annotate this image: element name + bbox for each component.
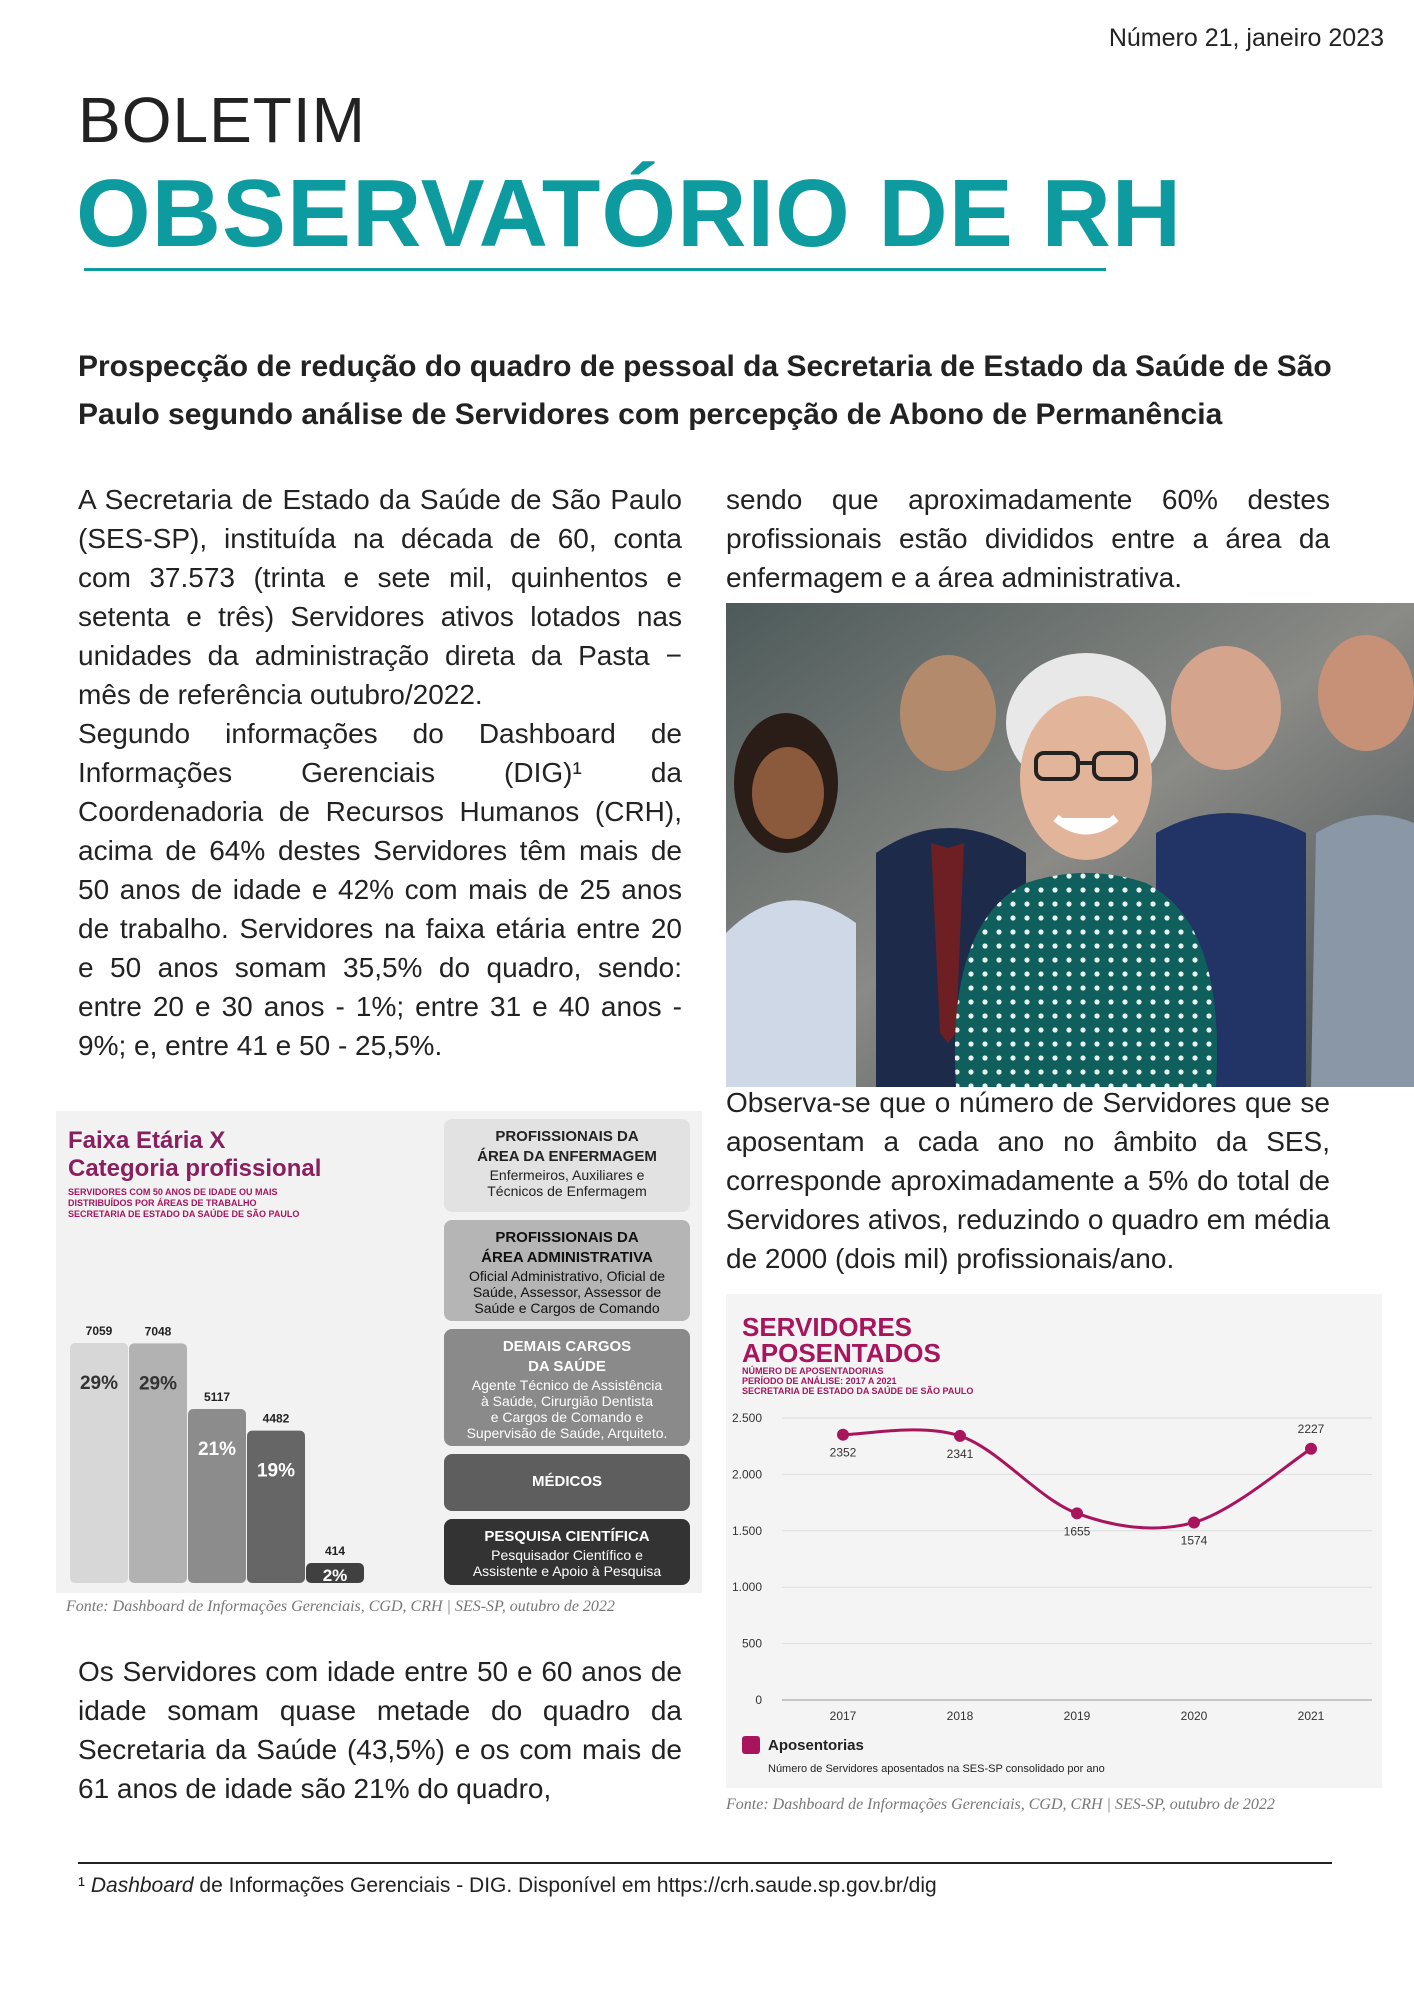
data-point — [837, 1429, 849, 1441]
kicker-title: BOLETIM — [78, 84, 366, 156]
retirements-line-chart — [726, 1294, 1382, 1788]
paragraph: sendo que aproximadamente 60% destes profissionais estão divididos entre a área da enfermagem e a área administrativa. — [726, 484, 1330, 593]
data-label: 1574 — [1180, 1533, 1208, 1548]
infographic-source: Fonte: Dashboard de Informações Gerenciais, CGD, CRH | SES-SP, outubro de 2022 — [66, 1598, 615, 1615]
chart-subtitle: SECRETARIA DE ESTADO DA SAÚDE DE SÃO PAULO — [742, 1386, 974, 1396]
panel-description: Oficial Administrativo, Oficial de — [468, 1268, 666, 1284]
x-tick-label: 2017 — [829, 1709, 857, 1723]
category-panel — [444, 1454, 690, 1511]
data-point — [954, 1430, 966, 1442]
panel-description: Supervisão de Saúde, Arquiteto. — [466, 1425, 668, 1441]
footnote-rule — [78, 1862, 1332, 1864]
panel-description: à Saúde, Cirurgião Dentista — [481, 1393, 653, 1409]
bar-value-label: 5117 — [203, 1390, 231, 1405]
data-point — [1188, 1516, 1200, 1528]
legend-swatch — [742, 1736, 760, 1754]
bar-value-label: 4482 — [262, 1411, 290, 1426]
category-panel — [444, 1329, 690, 1446]
bar-percent-label: 21% — [197, 1439, 237, 1461]
data-label: 2341 — [946, 1446, 974, 1461]
chart-subtitle: PERÍODO DE ANÁLISE: 2017 A 2021 — [742, 1376, 897, 1386]
chart-bar — [188, 1409, 246, 1583]
panel-heading: ÁREA DA ENFERMAGEM — [477, 1148, 657, 1165]
infographic-note-line: SECRETARIA DE ESTADO DA SAÚDE DE SÃO PAULO — [68, 1209, 300, 1219]
panel-heading: PROFISSIONAIS DA — [495, 1128, 639, 1145]
x-tick-label: 2021 — [1297, 1709, 1325, 1723]
x-tick-label: 2019 — [1063, 1709, 1091, 1723]
column-left-bottom — [78, 1652, 682, 1808]
infographic-note-line: DISTRIBUÍDOS POR ÁREAS DE TRABALHO — [68, 1198, 257, 1208]
panel-description: Assistente e Apoio à Pesquisa — [472, 1563, 662, 1579]
y-tick-label: 500 — [741, 1636, 762, 1651]
footnote-emphasis: Dashboard — [90, 1874, 194, 1897]
title-underline — [84, 268, 1106, 271]
panel-heading: ÁREA ADMINISTRATIVA — [481, 1249, 653, 1266]
infographic-note-line: SERVIDORES COM 50 ANOS DE IDADE OU MAIS — [68, 1187, 278, 1197]
chart-bar — [247, 1431, 305, 1583]
y-tick-label: 0 — [755, 1693, 762, 1707]
category-bar-chart — [56, 1111, 436, 1593]
bar-value-label: 7059 — [85, 1324, 113, 1338]
data-label: 1655 — [1063, 1524, 1091, 1539]
data-label: 2227 — [1297, 1421, 1325, 1436]
paragraph: Os Servidores com idade entre 50 e 60 anos de idade somam quase metade do quadro da Secretaria da Saúde (43,5%) e os com mais de 61 anos de idade são 21% do quadro, — [78, 1656, 682, 1804]
bar-value-label: 414 — [324, 1544, 346, 1558]
panel-description: Pesquisador Científico e — [491, 1547, 643, 1563]
panel-heading: PROFISSIONAIS DA — [495, 1229, 639, 1246]
panel-description: Enfermeiros, Auxiliares e — [489, 1167, 645, 1183]
team-photo-illustration — [726, 603, 1414, 1087]
panel-description: Saúde e Cargos de Comando — [474, 1300, 660, 1316]
paragraph: Observa-se que o número de Servidores que se aposentam a cada ano no âmbito da SES, corresponde aproximadamente a 5% do total de Servidores ativos, reduzindo o quadro em média de 2000 (dois mil) profissionais/ano. — [726, 1087, 1330, 1274]
category-panel — [444, 1220, 690, 1321]
panel-description: e Cargos de Comando e — [490, 1409, 644, 1425]
column-right-middle — [726, 1083, 1330, 1278]
issue-date: Número 21, janeiro 2023 — [1108, 24, 1384, 52]
panel-description: Saúde, Assessor, Assessor de — [472, 1284, 662, 1300]
data-label: 2352 — [829, 1445, 857, 1460]
footnote-text: de Informações Gerenciais - DIG. Disponível em https://crh.saude.sp.gov.br/dig — [193, 1874, 937, 1897]
x-tick-label: 2018 — [946, 1709, 974, 1723]
x-tick-label: 2020 — [1180, 1709, 1208, 1723]
chart-title: SERVIDORES — [742, 1312, 913, 1342]
chart-subtitle: NÚMERO DE APOSENTADORIAS — [742, 1366, 884, 1376]
panel-heading: PESQUISA CIENTÍFICA — [484, 1528, 650, 1545]
panel-heading: DA SAÚDE — [528, 1358, 606, 1375]
chart-title: APOSENTADOS — [742, 1338, 941, 1368]
y-tick-label: 1.500 — [731, 1523, 762, 1538]
footnote — [78, 1874, 937, 1898]
panel-heading: DEMAIS CARGOS — [502, 1338, 632, 1355]
infographic-title-line: Categoria profissional — [68, 1155, 322, 1182]
category-panel — [444, 1519, 690, 1585]
paragraph: Segundo informações do Dashboard de Informações Gerenciais (DIG)¹ da Coordenadoria de Recursos Humanos (CRH), acima de 64% destes Servidores têm mais de 50 anos de idade e 42% com mais de 25 anos de trabalho. Servidores na faixa etária entre 20 e 50 anos somam 35,5% do quadro, sendo: entre 20 e 30 anos - 1%; entre 31 e 40 anos - 9%; e, entre 41 e 50 - 25,5%. — [78, 718, 682, 1061]
article-subtitle: Prospecção de redução do quadro de pessoal da Secretaria de Estado da Saúde de São Paulo segundo análise de Servidores com percepção de Abono de Permanência — [78, 350, 1332, 431]
infographic-title-line: Faixa Etária X — [68, 1127, 226, 1154]
column-left-top — [78, 480, 682, 1065]
page-title: OBSERVATÓRIO DE RH — [76, 160, 1183, 267]
legend-label: Aposentorias — [768, 1737, 864, 1754]
age-category-infographic — [56, 1111, 702, 1593]
chart-source: Fonte: Dashboard de Informações Gerenciais, CGD, CRH | SES-SP, outubro de 2022 — [726, 1796, 1275, 1813]
data-point — [1305, 1443, 1317, 1455]
column-right-top — [726, 480, 1330, 597]
legend-note: Número de Servidores aposentados na SES-SP consolidado por ano — [768, 1763, 1105, 1775]
data-point — [1071, 1507, 1083, 1519]
panel-heading: MÉDICOS — [531, 1473, 602, 1490]
retirements-chart — [726, 1294, 1382, 1788]
category-panel — [444, 1119, 690, 1212]
paragraph: A Secretaria de Estado da Saúde de São Paulo (SES-SP), instituída na década de 60, conta com 37.573 (trinta e sete mil, quinhentos e setenta e três) Servidores ativos lotados nas unidades da administração direta da Pasta − mês de referência outubro/2022. — [78, 484, 682, 710]
footnote-mark: ¹ — [78, 1874, 85, 1897]
bar-percent-label: 2% — [322, 1566, 348, 1585]
panel-description: Técnicos de Enfermagem — [487, 1183, 647, 1199]
y-tick-label: 2.500 — [731, 1411, 762, 1425]
bar-percent-label: 29% — [138, 1373, 178, 1395]
team-photo — [726, 603, 1414, 1087]
y-tick-label: 1.000 — [731, 1580, 762, 1595]
bar-percent-label: 19% — [256, 1460, 296, 1482]
bar-percent-label: 29% — [79, 1373, 119, 1394]
bar-value-label: 7048 — [144, 1324, 172, 1339]
panel-description: Agente Técnico de Assistência — [471, 1377, 663, 1393]
y-tick-label: 2.000 — [731, 1467, 762, 1482]
